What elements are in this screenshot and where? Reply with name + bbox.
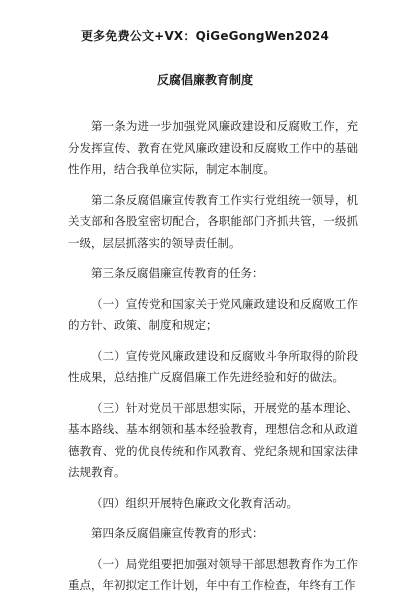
paragraph: （二）宣传党风廉政建设和反腐败斗争所取得的阶段性成果，总结推广反腐倡廉工作先进经验和好的做法。	[68, 348, 358, 384]
paragraph: （一）宣传党和国家关于党风廉政建设和反腐败工作的方针、政策、制度和规定；	[68, 296, 358, 332]
paragraph: （四）组织开展特色廉政文化教育活动。	[91, 495, 298, 510]
paragraph: （一）局党组要把加强对领导干部思想教育作为工作重点，年初拟定工作计划，年中有工作检查，年终有工作	[68, 556, 358, 592]
document-title: 反腐倡廉教育制度	[156, 73, 253, 87]
paragraph: 第三条反腐倡廉宣传教育的任务：	[91, 266, 264, 280]
paragraph: 第二条反腐倡廉宣传教育工作实行党组统一领导，机关支部和各股室密切配合，各职能部门齐抓共管，一级抓一级，层层抓落实的领导责任制。	[68, 192, 358, 250]
paragraph: 第一条为进一步加强党风廉政建设和反腐败工作，充分发挥宣传、教育在党风廉政建设和反腐败工作中的基础性作用，结合我单位实际，制定本制度。	[68, 119, 358, 176]
promo-header: 更多免费公文+VX：QiGeGongWen2024	[80, 29, 329, 43]
paragraph: （三）针对党员干部思想实际，开展党的基本理论、基本路线、基本纲领和基本经验教育，理想信念和从政道德教育、党的优良传统和作风教育、党纪条规和国家法律法规教育。	[68, 400, 358, 479]
paragraph: 第四条反腐倡廉宣传教育的形式：	[91, 526, 264, 540]
document-body	[68, 116, 358, 606]
